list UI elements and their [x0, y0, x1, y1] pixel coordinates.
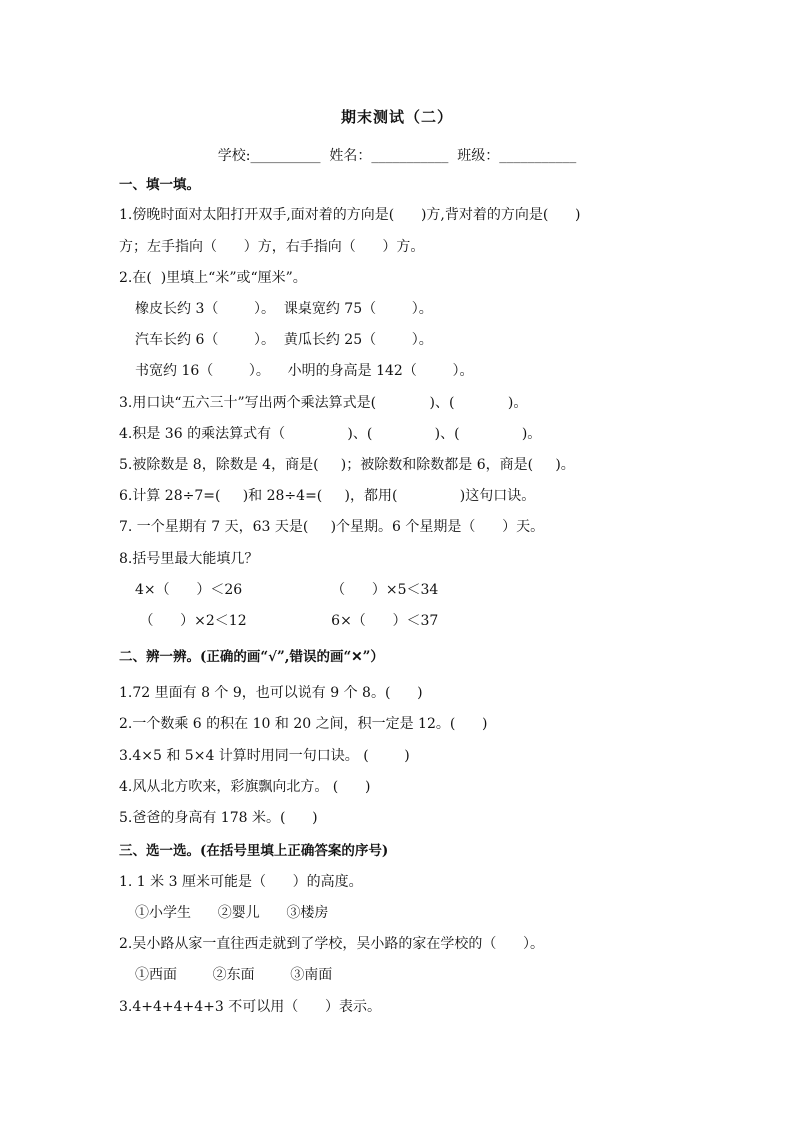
page-title: 期末测试（二）	[340, 108, 453, 126]
question-6: 6.计算 28÷7=( )和 28÷4=( )，都用( )这句口诀。	[119, 488, 536, 504]
choice-2-options: ①西面 ②东面 ③南面	[135, 967, 333, 983]
judge-1: 1.72 里面有 8 个 9，也可以说有 9 个 8。( )	[119, 685, 423, 701]
section-fill-in: 一、填一填。	[119, 177, 200, 193]
section-judge: 二、辨一辨。(正确的画“√”,错误的画“✕”）	[119, 649, 384, 665]
choice-3: 3.4+4+4+4+3 不可以用（ ）表示。	[119, 999, 381, 1015]
judge-5: 5.爸爸的身高有 178 米。( )	[119, 810, 318, 826]
choice-2: 2.吴小路从家一直往西走就到了学校，吴小路的家在学校的（ ）。	[119, 936, 545, 952]
judge-3: 3.4×5 和 5×4 计算时用同一句口诀。 ( )	[119, 748, 410, 764]
question-1-line-1: 1.傍晚时面对太阳打开双手,面对着的方向是( )方,背对着的方向是( )	[119, 207, 581, 223]
question-1-line-2: 方；左手指向（ ）方，右手指向（ ）方。	[119, 239, 425, 255]
question-2-row-2: 汽车长约 6（ ）。 黄瓜长约 25（ ）。	[135, 332, 433, 348]
judge-2: 2.一个数乘 6 的积在 10 和 20 之间，积一定是 12。( )	[119, 716, 488, 732]
question-3: 3.用口诀“五六三十”写出两个乘法算式是( )、( )。	[119, 395, 528, 411]
student-info-line: 学校:__________ 姓名：___________ 班级：___________	[217, 148, 577, 164]
choice-1-options: ①小学生 ②婴儿 ③楼房	[135, 905, 329, 921]
question-5: 5.被除数是 8，除数是 4，商是( )；被除数和除数都是 6，商是( )。	[119, 457, 575, 473]
question-8-row-1: 4×（ ）＜26 （ ）×5＜34	[135, 582, 439, 598]
section-choose: 三、选一选。(在括号里填上正确答案的序号)	[119, 843, 389, 859]
question-8: 8.括号里最大能填几？	[119, 551, 259, 567]
question-7: 7. 一个星期有 7 天，63 天是( )个星期。6 个星期是（ ）天。	[119, 519, 545, 535]
question-8-row-2: （ ）×2＜12 6×（ ）＜37	[135, 613, 439, 629]
question-2-row-1: 橡皮长约 3（ ）。 课桌宽约 75（ ）。	[135, 301, 433, 317]
judge-4: 4.风从北方吹来，彩旗飘向北方。 ( )	[119, 779, 371, 795]
choice-1: 1. 1 米 3 厘米可能是（ ）的高度。	[119, 874, 363, 890]
question-2: 2.在( )里填上“米”或“厘米”。	[119, 270, 307, 286]
question-4: 4.积是 36 的乘法算式有（ )、( )、( )。	[119, 426, 542, 442]
question-2-row-3: 书宽约 16（ ）。 小明的身高是 142（ ）。	[135, 363, 474, 379]
